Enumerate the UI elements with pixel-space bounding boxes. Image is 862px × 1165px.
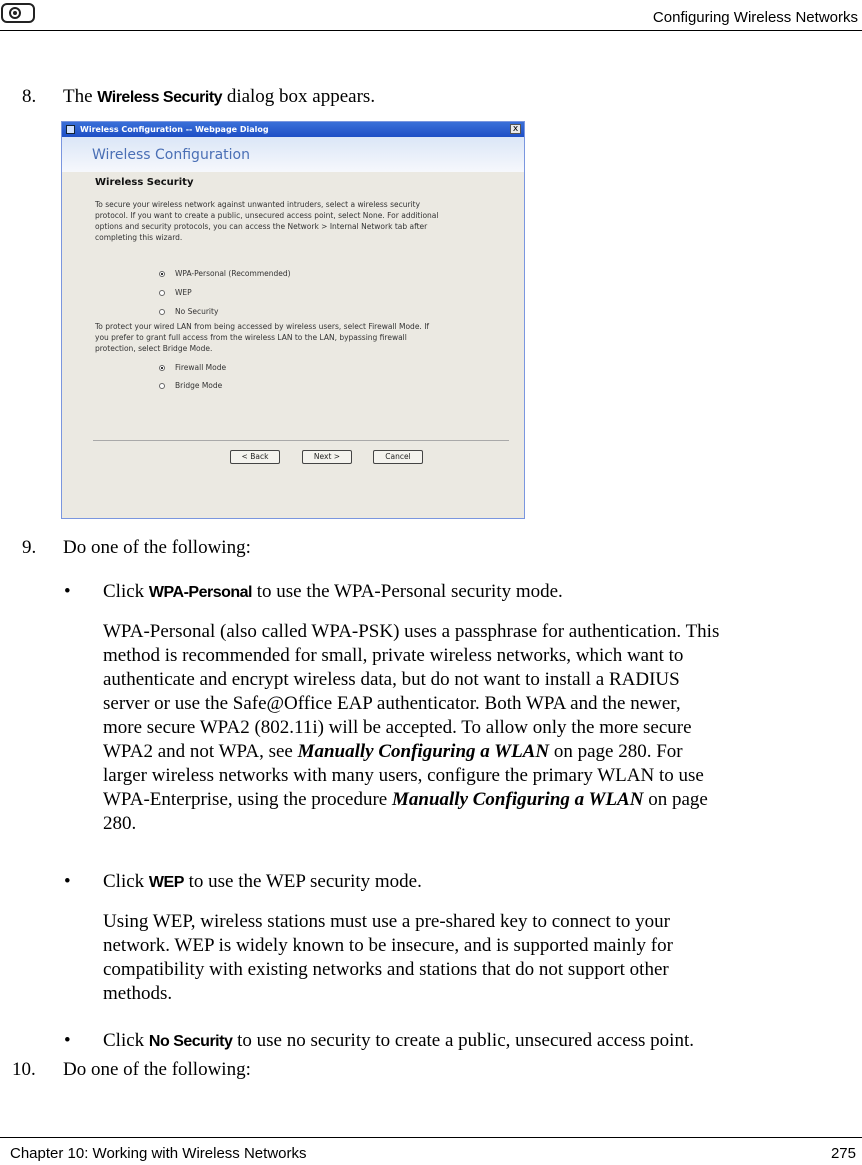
next-button[interactable]: Next > [302,450,352,464]
dialog-intro: To secure your wireless network against unwanted intruders, select a wireless security protocol. If you want to create a public, unsecured access point, select None. For additional options and security protocols, you can access the Network > Internal Network tab after completing this wizard. [95,200,439,242]
radio-selected-icon [159,271,165,277]
step-text: Do one of the following: [63,1059,251,1080]
footer-rule [0,1137,862,1138]
radio-icon [159,309,165,315]
dialog-mode-text: To protect your wired LAN from being accessed by wireless users, select Firewall Mode. If you prefer to grant full access from the wireless LAN to the LAN, bypassing firewall protection, select Bridge Mode. [95,322,430,353]
close-icon[interactable]: x [510,124,521,134]
dialog-heading: Wireless Configuration [92,147,250,163]
footer-chapter: Chapter 10: Working with Wireless Networks [10,1145,307,1162]
cross-reference-link[interactable]: Manually Configuring a WLAN [297,741,550,762]
step-text: Do one of the following: [63,537,251,558]
bullet-icon: • [64,871,71,892]
dialog-divider [93,440,509,441]
step-text: The Wireless Security dialog box appears. [63,86,376,107]
dialog-header-band [62,137,524,172]
bullet-no-security: Click No Security to use no security to create a public, unsecured access point. [103,1030,694,1051]
header-title: Configuring Wireless Networks [652,9,858,26]
back-button[interactable]: < Back [230,450,280,464]
bullet-wpa-personal: Click WPA-Personal to use the WPA-Personal security mode. [103,581,563,602]
radio-selected-icon [159,365,165,371]
ui-term: WPA-Personal [148,584,252,601]
bullet-icon: • [64,581,71,602]
radio-firewall-mode[interactable]: Firewall Mode [159,363,226,373]
step-number: 10. [12,1059,36,1080]
radio-wep[interactable]: WEP [159,288,192,298]
ui-term: No Security [148,1033,233,1050]
radio-no-security[interactable]: No Security [159,307,218,317]
bullet-icon: • [64,1030,71,1051]
logo-icon [1,3,35,23]
dialog-subheading: Wireless Security [95,177,194,188]
ui-term: Wireless Security [97,89,223,106]
window-icon [66,125,75,134]
header-rule [0,30,862,31]
step-number: 8. [22,86,37,107]
radio-icon [159,383,165,389]
radio-bridge-mode[interactable]: Bridge Mode [159,381,222,391]
wpa-personal-description: WPA-Personal (also called WPA-PSK) uses a passphrase for authentication. This method is recommended for small, private wireless networks, which want to authenticate and encrypt wireless data, but do not want to install a RADIUS server or use the Safe@Office EAP authenticator. Both WPA and the newer, more secure WPA2 (802.11i) will be accepted. To allow only the more secure WPA2 and not WPA, see Manually Configuring a WLAN on page 280. For larger wireless networks with many users, configure the primary WLAN to use WPA-Enterprise, using the procedure Manually Configuring a WLAN on page 280. [103,621,720,834]
bullet-wep: Click WEP to use the WEP security mode. [103,871,422,892]
wep-description: Using WEP, wireless stations must use a pre-shared key to connect to your network. WEP is widely known to be insecure, and is supported mainly for compatibility with existing networks and stations that do not support other methods. [103,911,673,1004]
radio-wpa-personal[interactable]: WPA-Personal (Recommended) [159,269,291,279]
dialog-titlebar: Wireless Configuration -- Webpage Dialog x [62,122,524,137]
page-number: 275 [830,1145,856,1162]
radio-icon [159,290,165,296]
cancel-button[interactable]: Cancel [373,450,423,464]
wireless-security-dialog-screenshot [61,121,525,519]
cross-reference-link[interactable]: Manually Configuring a WLAN [391,789,644,810]
ui-term: WEP [148,874,184,891]
step-number: 9. [22,537,37,558]
